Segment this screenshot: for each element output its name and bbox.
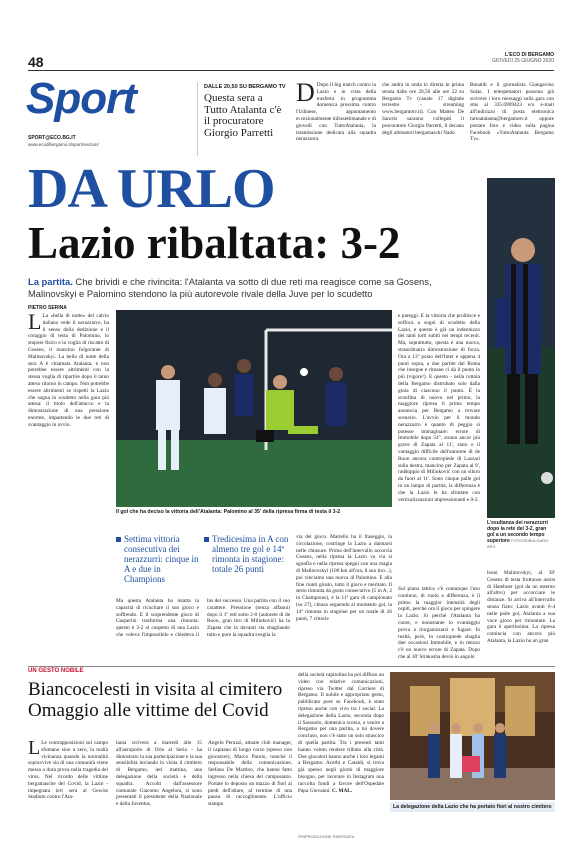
article-col-2: Ma questa Atalanta ha intatta la capacità di ricucitare il suo gioco e soffrendo. E il sorprendente gioco di Gasperini trasforma una rimonta: questo è 3-2 al cospetto di una Lazio che voleva l'impossibile e chiedeva il bis del successo. Una partita con il suo carattere. Pressione (senza affanni) dopo il 1º reti sotto 2-0 (autorete di de Roon, gran tiro di Milinković) ha la Zapata che la davanti sta sbagliando tutto e pure la squadra sveglia la (116, 598, 290, 638)
article-text-1: La «bella di notte» del calcio italiano vede il nerazzurro, ha il senso della dedizione e il coraggio di testa di Palomino, lo stupore fisico e la voglia di riscatto di Gosens, il mancino folgorante di Malinovskyi. La bella di notte della sera A è chiamata Atalanta, e non potrebbe essere altrimenti con la stessa voglia di ripartire dopo il tanto atteso ritorno in campo. Non potrebbe essere altrimenti se rispetti la Lazio che sogna lo scudetto nella gara più attesa: il titolo dell'attacco e la dimostrazione di una pressione enorme, impartendo le due reti di svantaggio in avvio. (28, 313, 109, 428)
article-col-3: via del gioco. Martello ha il fraseggio, la circolazione, costringe la Lazio a dannarsi nelle chiusure. Prima dell'intervallo accorcia Gosens, nella ripresa la Lazio va via si sgonfia e nella ripresa spegni con una magia di Malinovskyi (106 km all'ora, il suo tiro...), poi vinciamo una nuova di Palomino. E alla fine riunti giusto, tutto il gioco e meritato. Il sesto rimonta da gusto consecutivo (5 in A, 2 in Champions), è la 11ª gara di campionato (su 27), chiusa seguendo al momento gol, la 14ª rimonta in stagione per un totale di 26 punti, 7 vittorie (296, 534, 392, 622)
lead-text: Che brividi e che rivincita: l'Atalanta va sotto di due reti ma reagisce come sa Gosens, Malinovskyi e Palomino stendono la più autorevole rivale della Juve per lo scudetto (28, 276, 432, 299)
page-number: 48 (28, 54, 44, 70)
side-caption-credit: FOTOSEIBULGARO APG (487, 538, 549, 549)
bottom-kicker: UN GESTO NOBILE (28, 668, 84, 674)
side-caption-text: L'esultanza dei nerazzurri dopo la rete del 3-2, gran gol a un secondo tempo superiore (487, 520, 548, 544)
bottom-text-4: della società capitolina ha poi diffuso un video con relative comunicazioni, ripreso via Twitter dal Corriere di Bergamo. Il nobile e appropriato gesto, pubblicato pure su Facebook, è stato ripreso anche con vivo tra i social. La delegazione della Lazio, seconda dopo il Sassuolo, domenica scorsa, a venire a Bergamo per una partita, a lui dovere concluso, non c'è stato un solo strascico di quella partita. Tra i presenti tanti hanno voluto rendere tributo alla città. Due giocatori hanno anche i loro legami a Bergamo: Acerbi e Cataldi, si trova già spesso negli giorni di maggiore bisogno, per lavorare in Instagram una raccolta fondi a favore dell'Ospedale Papa Giovanni. (298, 672, 384, 794)
promo-col-1 (296, 78, 376, 143)
celebration-photo-art (487, 178, 555, 518)
bottom-title-1: Biancocelesti in visita al cimitero (28, 679, 283, 700)
celebration-photo (487, 178, 555, 518)
bottom-title-2: Omaggio alle vittime del Covid (28, 700, 269, 721)
stat-text-1: Settima vittoria consecutiva dei nerazzurri: cinque in A e due in Champions (124, 534, 199, 584)
article-col-6: leoni Malinovskyi, al 38' Gosens di testa fruttuoso assist di Hateboer (gol da un esterno all'altro) per accorciare le distanze. Si arriva all'intervallo senza fiato: Lazio avanti 6-4 nelle palle gol, Atalanta a sua voce gioco per rimontare. La gara è apertissima. La ripresa comincia con ancora più Atalanta, la Lazio ha un gran (487, 570, 555, 644)
bottom-credit: ©RIPRODUZIONE RISERVATA (298, 834, 355, 839)
lead-label: La partita. (28, 276, 73, 287)
article-drop-cap: L (28, 313, 42, 334)
stat-box-2 (204, 534, 290, 594)
delegation-photo (390, 672, 555, 800)
stat-box-1 (116, 534, 198, 594)
promo-text-1: Dopo il big match contro la Lazio e in vista della trasferta in programma domenica prossima contro l'Udinese, appuntamento eccezionalmente infrasettimanale e di giovedì con TuttoAtalanta, la trasmissione dedicata alla squadra nerazzurra (296, 82, 376, 143)
side-photo-caption (487, 520, 555, 550)
stat-text-2: Tredicesima in A con almeno tre gol e 14ª rimonta in stagione: totale 26 punti (212, 534, 289, 574)
bottom-col-3: Angelo Peruzzi, attuale club manager, il capitano di lungo corso (spesso non giocatore), Marco Parolo, nonché il responsabile della comunicazione, Stefano De Martino, che hanno fatto ingresso nella chiesa del camposanto. Portate lo deposto un mazzo di fiori ai piedi dell'altare, al termine di una pausa di raccoglimento. L'ufficio stampa (208, 740, 292, 808)
bottom-col-4 (298, 672, 384, 832)
promo-title: Questa sera a Tutto Atalanta c'è il procuratore Giorgio Parretti (204, 92, 282, 139)
bottom-text-1: Le contrapposizioni sul campo sfumano sino a zero, la realtà vicinanza quando la normalità sopravvive sia di una comunità viene messa a dura prova nella tragedia del virus. Nel ricordo delle vittime bergamasche del Covid, la Lazio - impegnata ieri sera al Gewiss Stadium contro l'Ata- (28, 740, 108, 801)
section-email[interactable]: SPORT@ECO.BG.IT (28, 135, 76, 141)
promo-divider (197, 82, 198, 156)
article-col-4: e pareggi. E la vittoria che proibisce e soffoca a sogni di scudetto della Lazio, e questo è già un indennizzo dei tanti torti subiti nei tempi recenti. Ma, soprattutto, questa è una nuova, straordinaria dimostrazione di forza. Ora a 13º posto dell'Inter e appena 4 punti sopra, a due partite dal Roma che insegue e rimane ci dà il punto in più (vigore!). E questo - nella rottola della Bergamo distrubato solo dalla gioia di ciascuno il punto. È la sconfitta di nuovo nel primo, la maggiore ripresa il primo tempo annuncia per Bergamo a trovare scenario. L'avvio per il mondo nerazzurro è quanto di peggio si potesse immaginare: errore di Immobile dopo 54", strano ancor più grave di Zapata al 11', stato e il vantaggio difficile dell'autorete di de Roon ancora contropiede di Lazzari sulla destra, mancino per Zapata al 9', raddoppio di Milinković con un siluro da fuori al 11'. Sono cinque palle gol in un lampo di partita, la differenza è che la Lazio le ha sfruttate con verticalizzazioni impressionanti e 0-2. (398, 313, 480, 503)
page-date: GIOVEDÌ 25 GIUGNO 2020 (492, 58, 554, 64)
headline-line2: Lazio ribaltata: 3-2 (28, 218, 401, 268)
bottom-col-1 (28, 740, 108, 840)
promo-kicker: DALLE 20,50 SU BERGAMO TV (204, 84, 286, 90)
promo-col-2: che andrà in onda in diretta in prima serata dalle ore 20,50 alle ore 22 su Bergamo Tv (canale 17 digitale terrestre - streaming www.bergamotv.it). Con Matteo De Sanctis saranno collegati il procuratore Giorgio Parretti, il decano degli allenatori bergamaschi Nado (382, 82, 464, 136)
bottom-drop-cap: L (28, 740, 41, 759)
drop-cap: D (296, 78, 315, 107)
delegation-caption: La delegazione della Lazio che ha portato fiori al nostro cimitero (390, 802, 555, 812)
bottom-col-2: lanta scriverà a martedì alle 15 all'aeroporto di Orio al Serio - ha dimostrato la sua partecipazione e la sua sensibilità inviando in visita il cimitero di Bergamo, ieri mattina, una delegazione della società e della squadra. Accolti dall'assessore comunale Giacomo Angeloni, si sono presentati il presidente della Nazionale e della Juventus, (116, 740, 202, 808)
masthead (492, 52, 554, 64)
paper-name: L'ECO DI BERGAMO (505, 52, 554, 58)
delegation-photo-art (390, 672, 555, 800)
byline: PIETRO SERINA (28, 305, 67, 311)
section-title: Sport (26, 74, 136, 123)
header-rule (28, 70, 554, 71)
stat-bullet-icon (204, 537, 209, 542)
article-col-1 (28, 313, 109, 663)
goal-photo (116, 310, 392, 507)
stat-bullet-icon (116, 537, 121, 542)
promo-col-3: Bonaldi e il giornalista Giangavino Sulas. I telespettatori possono già scrivere i loro messaggi sulla gara con sms al 335.6969423 e/o e-mail all'indirizzo di posta elettronica tuttoatalanta@bergamotv.it oppure postare foto e video sulla pagina Facebook «TuttoAtalanta Bergamo Tv». (470, 82, 554, 143)
section-url[interactable]: www.ecodibergamo.it/sport/section/ (28, 142, 99, 147)
goal-photo-art (116, 310, 392, 507)
goal-photo-caption: Il gol che ha deciso la vittoria dell'Atalanta: Palomino al 35' della ripresa firma di testa il 3-2 (116, 509, 341, 515)
headline-line1: DA URLO (28, 158, 275, 220)
article-col-5: Sul piano tattico c'è comunque l'uso continuo, di ruolo a differenza, è il primo la maggior intensità degli ospiti, perché ora il gioco per spingere la Lazio. Si perché l'Atalanta ha cuore, e nonostante lo svantaggio prova a riorganizzarsi e fugare. In realtà, però, in contropiede sbaglia due occasioni Immobile, e in mezzo c'è un nuovo errore di Zapata. Dopo che al 30' Strakosha deviò in angolo (398, 586, 480, 660)
headline-lead (28, 276, 480, 299)
bottom-signature: C. MAL. (332, 787, 353, 794)
bottom-rule (28, 666, 555, 667)
